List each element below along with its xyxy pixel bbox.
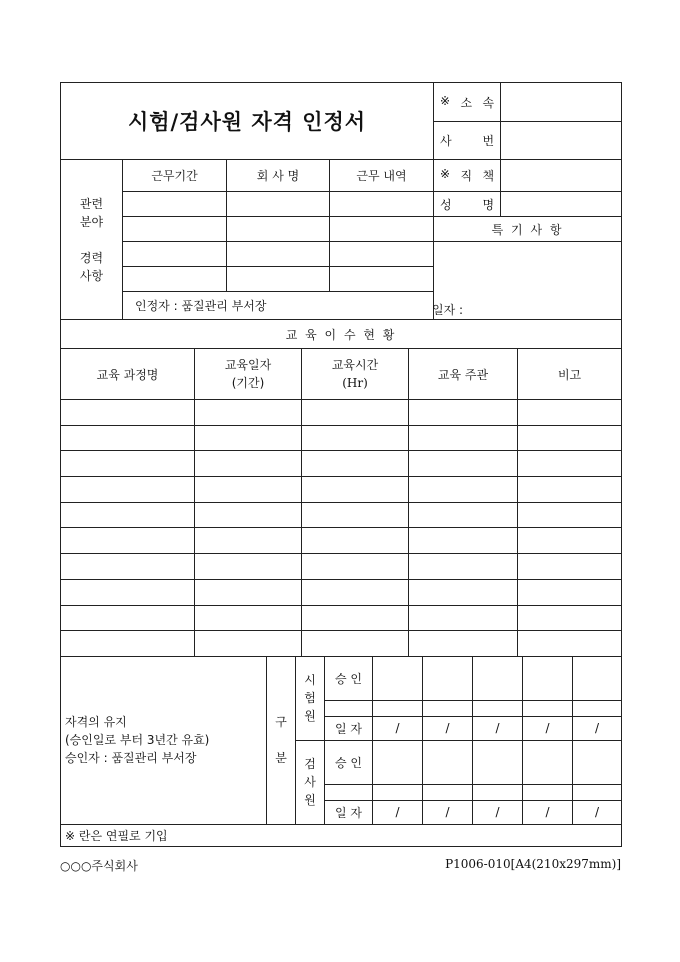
- date-slash: /: [495, 805, 500, 820]
- inspector-date-label: 일 자: [325, 800, 373, 824]
- sign-cell[interactable]: [373, 740, 423, 784]
- sign-cell[interactable]: [373, 784, 423, 800]
- name-field[interactable]: [501, 192, 622, 217]
- career-cell[interactable]: [123, 217, 227, 242]
- edu-cell[interactable]: [195, 451, 302, 477]
- edu-cell[interactable]: [518, 451, 622, 477]
- sign-cell[interactable]: [423, 700, 473, 716]
- date-cell[interactable]: [523, 716, 573, 740]
- edu-cell[interactable]: [409, 579, 518, 605]
- sign-cell[interactable]: [473, 700, 523, 716]
- edu-cell[interactable]: [302, 425, 409, 451]
- sign-cell[interactable]: [423, 740, 473, 784]
- sign-cell[interactable]: [573, 784, 622, 800]
- sign-cell[interactable]: [523, 700, 573, 716]
- form-code: P1006-010[A4(210x297mm)]: [445, 857, 621, 871]
- pencil-note: ※ 란은 연필로 기입: [61, 824, 622, 846]
- career-cell[interactable]: [227, 192, 330, 217]
- edu-cell[interactable]: [518, 631, 622, 657]
- sign-cell[interactable]: [573, 740, 622, 784]
- maintenance-info: [61, 656, 267, 824]
- edu-cell[interactable]: [195, 477, 302, 503]
- edu-cell[interactable]: [518, 425, 622, 451]
- education-table: [60, 319, 622, 657]
- date-cell[interactable]: [523, 800, 573, 824]
- spacer-cell: [325, 700, 373, 716]
- edu-cell[interactable]: [409, 400, 518, 426]
- company-name: ○○○주식회사: [60, 859, 138, 873]
- edu-cell[interactable]: [195, 579, 302, 605]
- career-cell[interactable]: [330, 242, 434, 267]
- label-char: 직: [460, 169, 473, 183]
- sign-cell[interactable]: [423, 656, 473, 700]
- tester-approve-label: 승 인: [325, 656, 373, 700]
- name-label: [434, 192, 501, 217]
- asterisk-mark: ※: [440, 167, 451, 181]
- sign-cell[interactable]: [573, 656, 622, 700]
- certify-date-label: 일자 :: [432, 303, 464, 317]
- edu-cell[interactable]: [302, 605, 409, 631]
- edu-cell[interactable]: [61, 425, 195, 451]
- sign-cell[interactable]: [423, 784, 473, 800]
- edu-cell[interactable]: [518, 400, 622, 426]
- edu-cell[interactable]: [409, 554, 518, 580]
- edu-cell[interactable]: [302, 579, 409, 605]
- col-training-hours: 교육시간 (Hr): [302, 349, 409, 400]
- edu-cell[interactable]: [302, 554, 409, 580]
- label-char: 성: [440, 197, 452, 212]
- career-history-label: 경력 사항: [79, 250, 104, 283]
- col-company: 회 사 명: [227, 160, 330, 192]
- career-cell[interactable]: [227, 242, 330, 267]
- edu-cell[interactable]: [518, 579, 622, 605]
- edu-cell[interactable]: [409, 631, 518, 657]
- maintenance-line-1: 자격의 유지: [65, 715, 127, 730]
- special-notes-header: 특 기 사 항: [434, 217, 622, 242]
- label-char: 책: [482, 169, 495, 183]
- inspector-approve-label: 승 인: [325, 740, 373, 784]
- education-section-title: 교 육 이 수 현 황: [61, 320, 622, 349]
- date-cell[interactable]: [373, 800, 423, 824]
- label-char: 명: [482, 197, 495, 212]
- category-label: 구 분: [267, 656, 296, 824]
- edu-cell[interactable]: [195, 631, 302, 657]
- career-cell[interactable]: [123, 242, 227, 267]
- edu-cell[interactable]: [518, 528, 622, 554]
- edu-cell[interactable]: [518, 605, 622, 631]
- edu-cell[interactable]: [302, 528, 409, 554]
- col-work-period: 근무기간: [123, 160, 227, 192]
- inspector-label: 검 사 원: [296, 740, 325, 824]
- date-slash: /: [495, 721, 500, 736]
- col-remarks: 비고: [518, 349, 622, 400]
- edu-cell[interactable]: [61, 502, 195, 528]
- date-slash: /: [594, 721, 600, 736]
- date-cell[interactable]: [423, 716, 473, 740]
- sign-cell[interactable]: [523, 656, 573, 700]
- career-cell[interactable]: [123, 267, 227, 292]
- certifier-line: [123, 292, 434, 320]
- employee-number-field[interactable]: [501, 122, 622, 160]
- sign-cell[interactable]: [523, 784, 573, 800]
- sign-cell[interactable]: [473, 740, 523, 784]
- edu-cell[interactable]: [302, 631, 409, 657]
- label-char: 소: [460, 95, 473, 110]
- tester-label: 시 험 원: [296, 656, 325, 740]
- career-table: [60, 82, 622, 320]
- edu-cell[interactable]: [195, 605, 302, 631]
- maintenance-line-3: 승인자 : 품질관리 부서장: [65, 751, 197, 766]
- maintenance-line-2: (승인일로 부터 3년간 유효): [65, 733, 210, 748]
- career-cell[interactable]: [227, 217, 330, 242]
- approval-table: [60, 656, 622, 847]
- page-title: 시험/검사원 자격 인정서: [61, 83, 434, 160]
- related-field-label: 관련 분야: [79, 196, 104, 229]
- certificate-form: [60, 82, 621, 847]
- edu-cell[interactable]: [61, 477, 195, 503]
- edu-cell[interactable]: [195, 554, 302, 580]
- edu-cell[interactable]: [518, 477, 622, 503]
- sign-cell[interactable]: [373, 656, 423, 700]
- date-cell[interactable]: [573, 800, 622, 824]
- edu-cell[interactable]: [61, 605, 195, 631]
- position-field[interactable]: [501, 160, 622, 192]
- position-label: [434, 160, 501, 192]
- certifier-text: 인정자 : 품질관리 부서장: [135, 299, 267, 313]
- edu-cell[interactable]: [195, 400, 302, 426]
- career-cell[interactable]: [123, 192, 227, 217]
- affiliation-field[interactable]: [501, 83, 622, 122]
- sign-cell[interactable]: [523, 740, 573, 784]
- date-slash: /: [445, 721, 450, 736]
- edu-cell[interactable]: [302, 400, 409, 426]
- edu-cell[interactable]: [409, 502, 518, 528]
- edu-cell[interactable]: [518, 502, 622, 528]
- affiliation-label: [434, 83, 501, 122]
- date-cell[interactable]: [373, 716, 423, 740]
- edu-cell[interactable]: [195, 502, 302, 528]
- tester-date-label: 일 자: [325, 716, 373, 740]
- edu-cell[interactable]: [61, 400, 195, 426]
- edu-cell[interactable]: [409, 477, 518, 503]
- edu-cell[interactable]: [61, 554, 195, 580]
- sign-cell[interactable]: [573, 700, 622, 716]
- career-side-labels: [61, 160, 123, 320]
- label-char: 사: [440, 134, 452, 148]
- col-training-date: 교육일자 (기간): [195, 349, 302, 400]
- spacer-cell: [325, 784, 373, 800]
- employee-number-label: [434, 122, 501, 160]
- date-cell[interactable]: [423, 800, 473, 824]
- col-course-name: 교육 과정명: [61, 349, 195, 400]
- date-cell[interactable]: [573, 716, 622, 740]
- date-cell[interactable]: [473, 716, 523, 740]
- date-slash: /: [395, 721, 400, 736]
- career-cell[interactable]: [227, 267, 330, 292]
- sign-cell[interactable]: [473, 656, 523, 700]
- edu-cell[interactable]: [195, 528, 302, 554]
- date-slash: /: [445, 805, 450, 820]
- edu-cell[interactable]: [61, 451, 195, 477]
- career-cell[interactable]: [330, 267, 434, 292]
- date-slash: /: [545, 721, 550, 736]
- career-cell[interactable]: [330, 192, 434, 217]
- career-cell[interactable]: [330, 217, 434, 242]
- date-slash: /: [594, 805, 600, 820]
- edu-cell[interactable]: [61, 579, 195, 605]
- edu-cell[interactable]: [61, 631, 195, 657]
- edu-cell[interactable]: [409, 425, 518, 451]
- edu-cell[interactable]: [302, 451, 409, 477]
- sign-cell[interactable]: [473, 784, 523, 800]
- edu-cell[interactable]: [409, 605, 518, 631]
- edu-cell[interactable]: [195, 425, 302, 451]
- edu-cell[interactable]: [518, 554, 622, 580]
- sign-cell[interactable]: [373, 700, 423, 716]
- edu-cell[interactable]: [409, 451, 518, 477]
- col-organizer: 교육 주관: [409, 349, 518, 400]
- edu-cell[interactable]: [409, 528, 518, 554]
- date-cell[interactable]: [473, 800, 523, 824]
- label-char: 번: [482, 134, 495, 148]
- label-char: 속: [482, 95, 495, 110]
- date-slash: /: [395, 805, 400, 820]
- edu-cell[interactable]: [302, 477, 409, 503]
- asterisk-mark: ※: [440, 93, 451, 108]
- edu-cell[interactable]: [61, 528, 195, 554]
- edu-cell[interactable]: [302, 502, 409, 528]
- date-slash: /: [545, 805, 550, 820]
- col-work-details: 근무 내역: [330, 160, 434, 192]
